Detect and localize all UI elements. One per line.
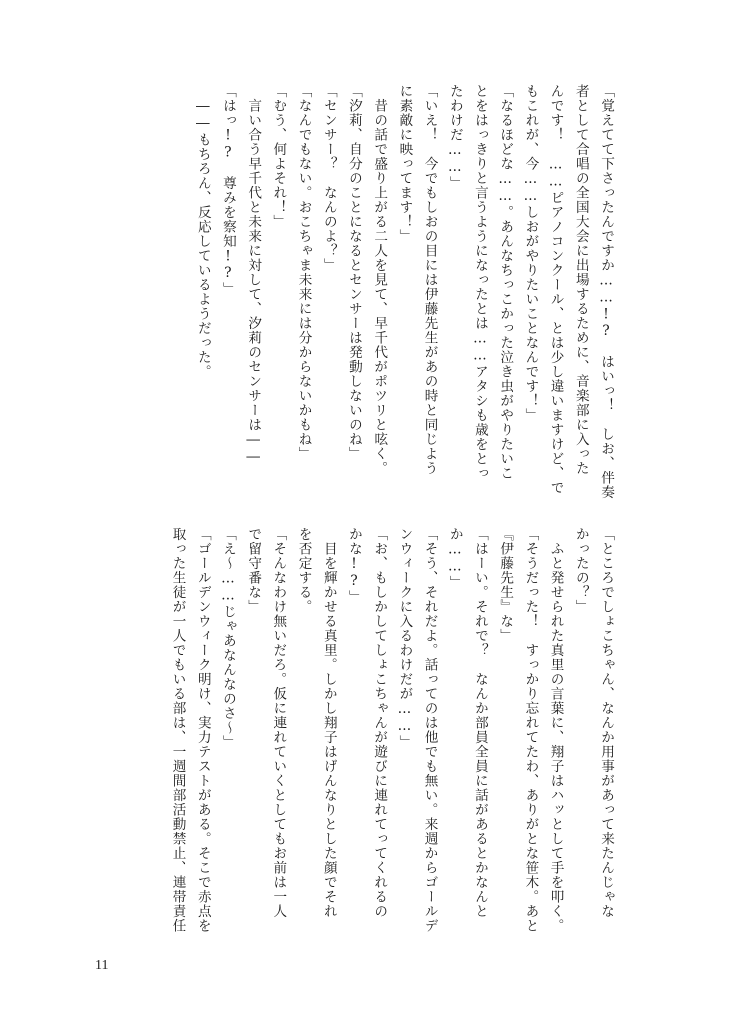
text-column: かったの？」 xyxy=(572,527,589,614)
text-column: 「そう、それだよ。話ってのは他でも無い。来週からゴールデ xyxy=(421,527,438,933)
text-column: 取った生徒が一人でもいる部は、一週間部活動禁止、連帯責任 xyxy=(169,527,186,933)
text-column: ――もちろん、反応しているようだった。 xyxy=(194,84,211,379)
text-column: 「むう、何よそれ！」 xyxy=(270,84,287,229)
text-column: ふと発せられた真里の言葉に、翔子はハッとして手を叩く。 xyxy=(547,527,564,933)
text-column: んです！ ……ピアノコンクール、とは少し違いますけど、で xyxy=(547,84,564,495)
text-column: 「なんでもない。おこちゃま未来には分からないかもね」 xyxy=(295,84,312,461)
text-column: ンウィークに入るわけだが……」 xyxy=(396,527,413,750)
upper-text-block xyxy=(190,84,618,504)
text-column: に素敵に映ってます！」 xyxy=(396,84,413,244)
text-column: 「はっ!? 尊みを察知!?」 xyxy=(219,84,236,297)
text-column: 「そんなわけ無いだろ。仮に連れていくとしてもお前は一人 xyxy=(270,527,287,919)
text-column: 「いえ！ 今でもしおの目には伊藤先生があの時と同じよう xyxy=(421,84,438,476)
text-column: もこれが、今……しおがやりたいことなんです！」 xyxy=(522,84,539,423)
text-column: たわけだ……」 xyxy=(446,84,463,191)
text-column: 「そうだった！ すっかり忘れてたわ、ありがとな笹木。あと xyxy=(522,527,539,933)
text-column: 者として合唱の全国大会に出場するために、音楽部に入った xyxy=(572,84,589,476)
text-column: か……」 xyxy=(446,527,463,590)
text-column: かな!?」 xyxy=(345,527,362,605)
text-column: 「え～……じゃあなんなのさ～」 xyxy=(219,527,236,750)
text-column: 「お、もしかしてしょこちゃんが遊びに連れてってくれるの xyxy=(371,527,388,919)
text-column: 言い合う早千代と未来に対して、汐莉のセンサーは―― xyxy=(245,84,262,466)
lower-text-block xyxy=(164,527,618,959)
text-column: 「ゴールデンウィーク明け、実力テストがある。そこで赤点を xyxy=(194,527,211,933)
text-column: 『伊藤先生』な」 xyxy=(497,527,514,643)
text-column: で留守番な」 xyxy=(245,527,262,614)
text-column: 「覚えてて下さったんですか……!? はいっ！ しお、伴奏 xyxy=(598,84,614,500)
page-number: 11 xyxy=(95,958,109,973)
text-column: 「なるほどな……。あんなちっこかった泣き虫がやりたいこ xyxy=(497,84,514,481)
text-column: 「はーい。それで？ なんか部員全員に話があるとかなんと xyxy=(471,527,488,919)
text-column: 「センサー？ なんのよ？」 xyxy=(320,84,337,273)
text-column: 目を輝かせる真里。しかし翔子はげんなりとした顔でそれ xyxy=(320,527,337,919)
text-column: を否定する。 xyxy=(295,527,312,614)
text-column: とをはっきりと言うようになったとは……アタシも歳をとっ xyxy=(471,84,488,481)
text-column: 「汐莉、自分のことになるとセンサーは発動しないのね」 xyxy=(345,84,362,461)
text-column: 昔の話で盛り上がる二人を見て、早千代がポツリと呟く。 xyxy=(371,84,388,476)
text-column: 「ところでしょこちゃん、なんか用事があって来たんじゃな xyxy=(598,527,614,919)
